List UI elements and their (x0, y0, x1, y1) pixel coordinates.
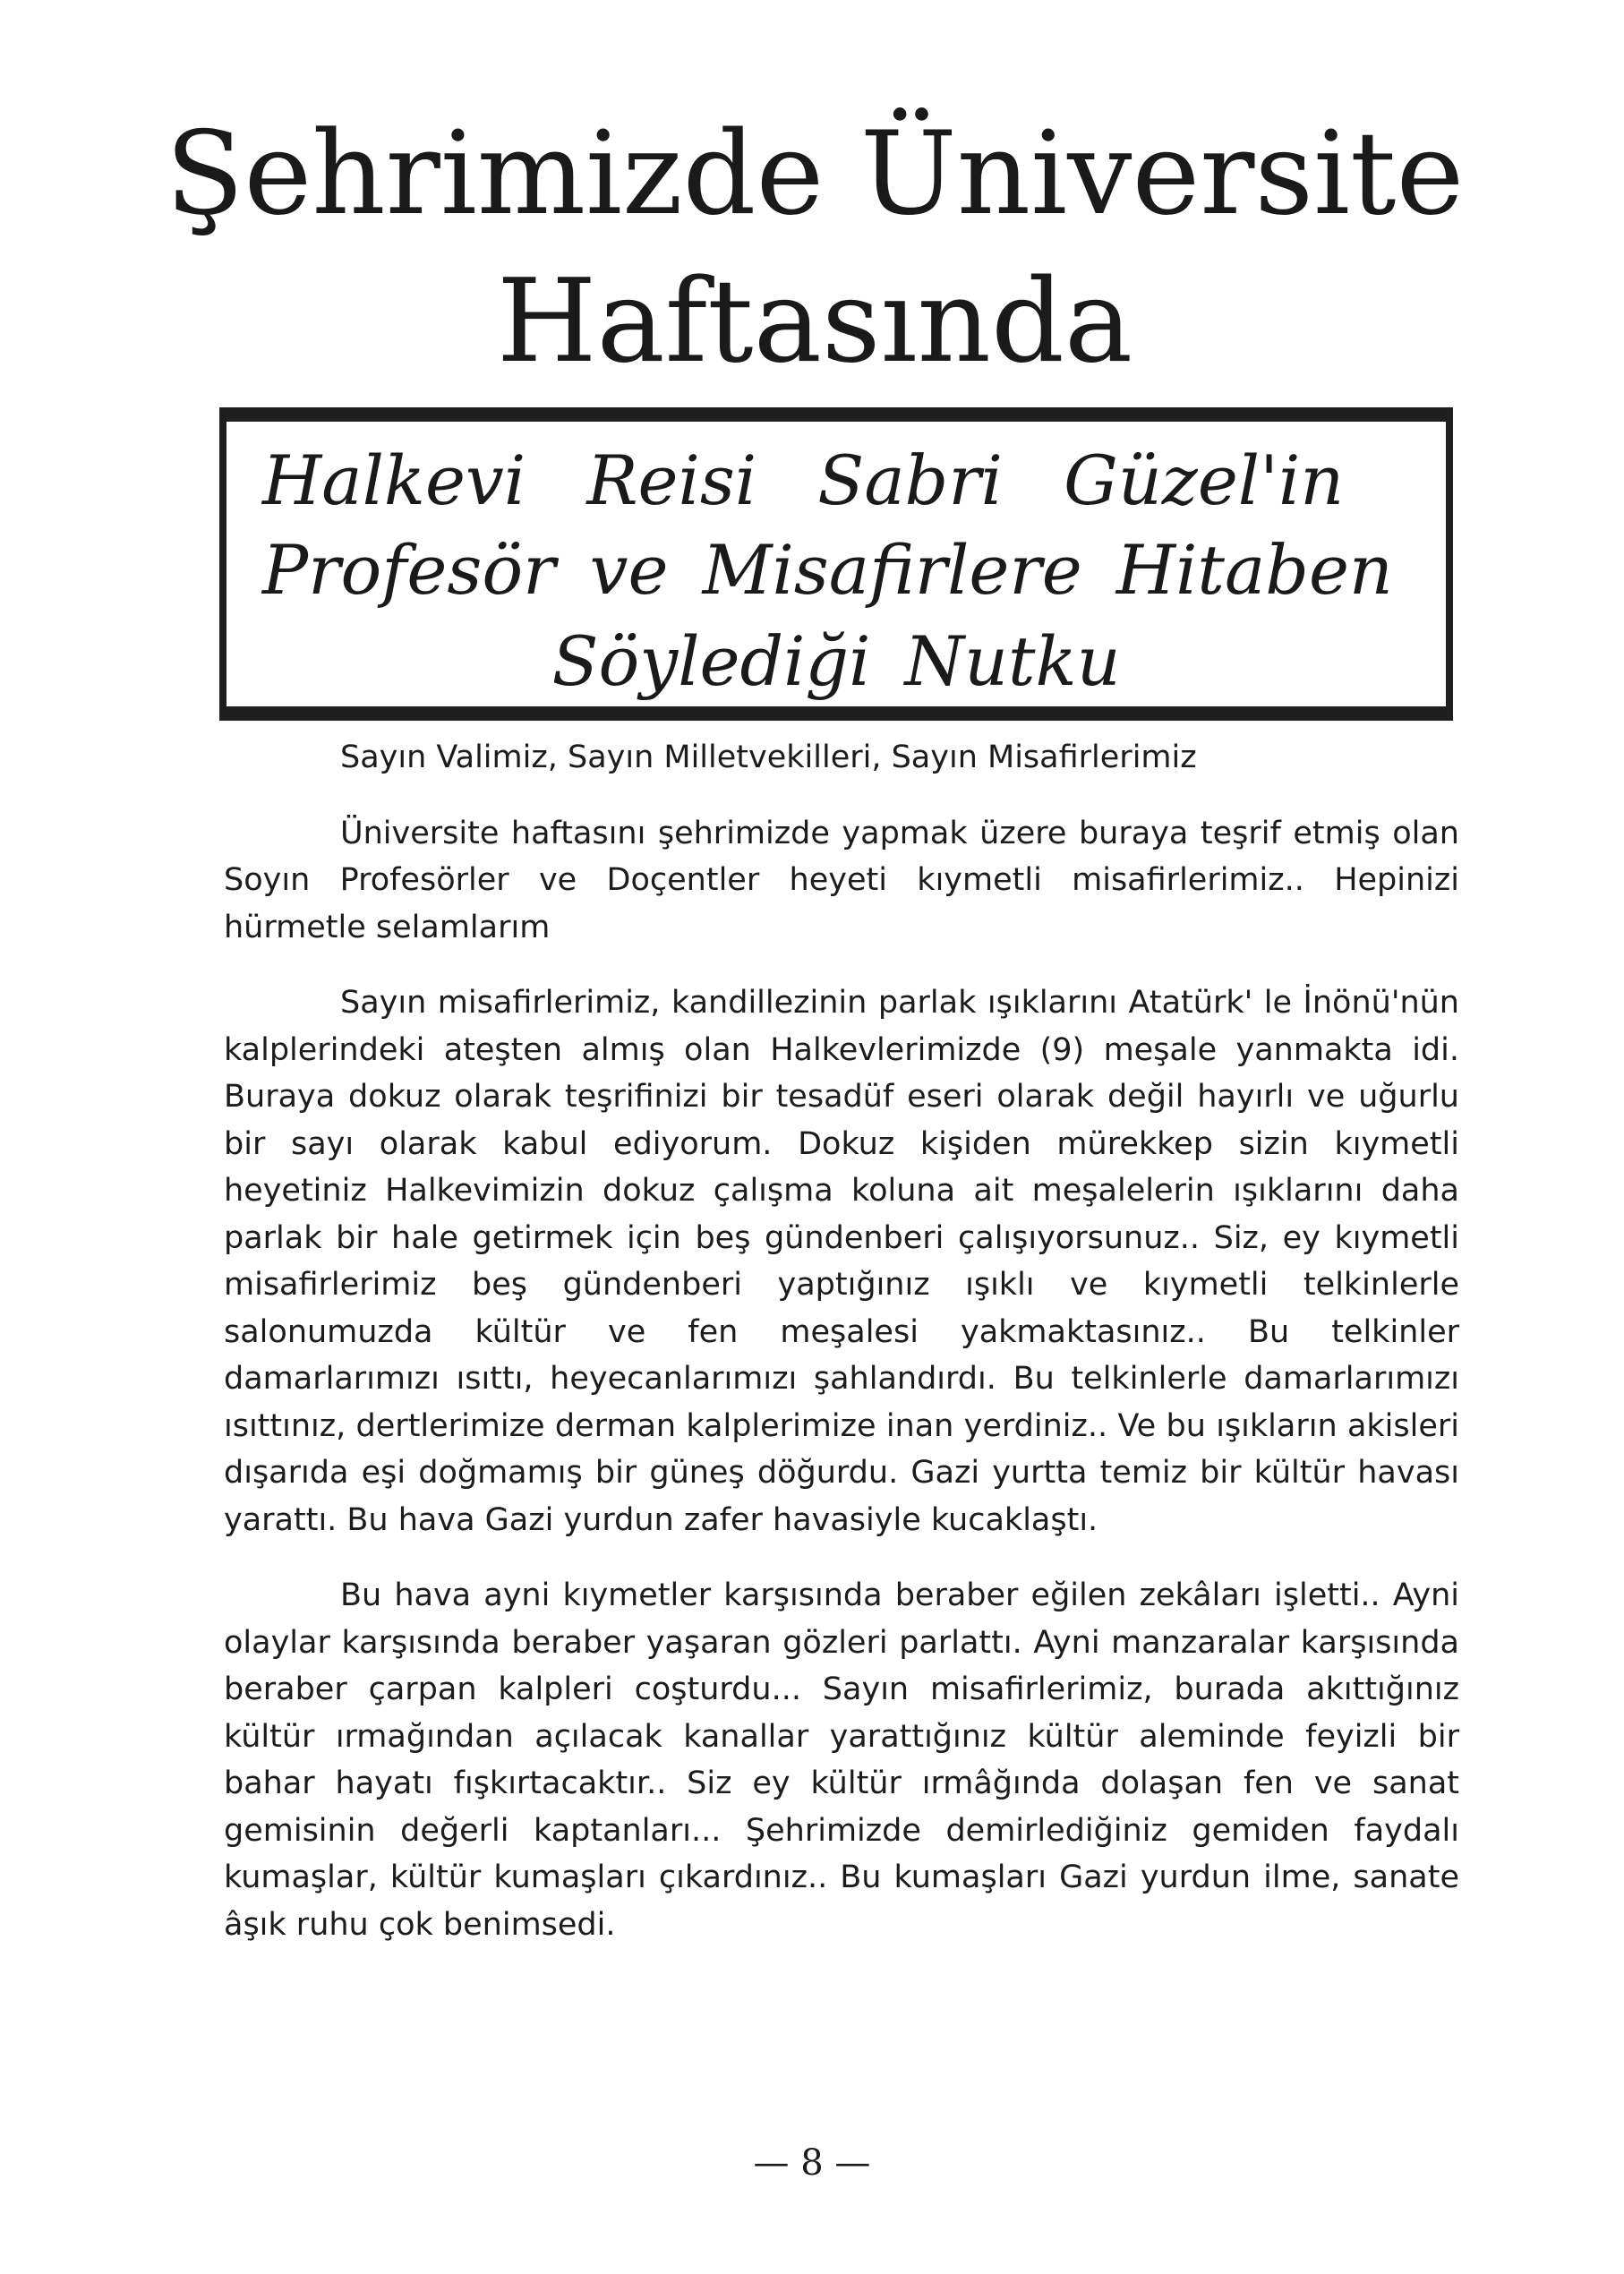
body-paragraph-1: Üniversite haftasını şehrimizde yapmak üzere buraya teşrif etmiş olan Soyın Profesörler ve Doçentler heyeti kıymetli misafirlerimiz.. Hepinizi hürmetle selamlarım (224, 815, 1459, 945)
subtitle-line-1: Halkevi Reisi Sabri Güzel'in (262, 440, 1345, 520)
subtitle-frame (219, 407, 1453, 721)
body-paragraph-2: Sayın misafirlerimiz, kandillezinin parlak ışıklarını Atatürk' le İnönü'nün kalplerindeki ateşten almış olan Halkevlerimizde (9) meşale yanmakta idi. Buraya dokuz olarak teşrifinizi bir tesadüf eseri olarak değil hayırlı ve uğurlu bir sayı olarak kabul ediyorum. Dokuz kişiden mürekkep sizin kıymetli heyetiniz Halkevimizin dokuz çalışma koluna ait meşalelerin ışıklarını daha parlak bir hale getirmek için beş gündenberi çalışıyorsunuz.. Siz, ey kıymetli misafirlerimiz beş gündenberi yaptığınız ışıklı ve kıymetli telkinlerle salonumuzda kültür ve fen meşalesi yakmaktasınız.. Bu telkinler damarlarımızı ısıttı, heyecanlarımızı şahlandırdı. Bu telkinlerle damarlarımızı ısıttınız, dertlerimize derman kalplerimize inan yerdiniz.. Ve bu ışıkların akisleri dışarıda eşi doğmamış bir güneş döğurdu. Gazi yurtta temiz bir kültür havası yarattı. Bu hava Gazi yurdun zafer havasiyle kucaklaştı. (224, 985, 1459, 1538)
greeting-line: Sayın Valimiz, Sayın Milletvekilleri, Sayın Misafirlerimiz (340, 739, 1197, 775)
subtitle-line-2: Profesör ve Misafirlere Hitaben (262, 530, 1393, 610)
subtitle-line-3: Söylediği Nutku (551, 621, 1121, 701)
page-title-line-1: Şehrimizde Üniversite (165, 107, 1465, 241)
speech-body (224, 734, 1459, 1948)
page-title-line-2: Haftasında (496, 255, 1133, 389)
body-paragraph-3: Bu hava ayni kıymetler karşısında beraber eğilen zekâları işletti.. Ayni olaylar karşısında beraber yaşaran gözleri parlattı. Ayni manzaralar karşısında beraber çarpan kalpleri coşturdu... Sayın misafirlerimiz, burada akıttığınız kültür ırmağından açılacak kanallar yarattığınız kültür aleminde feyizli bir bahar hayatı fışkırtacaktır.. Siz ey kültür ırmâğında dolaşan fen ve sanat gemisinin değerli kaptanları... Şehrimizde demirlediğiniz gemiden faydalı kumaşlar, kültür kumaşları çıkardınız.. Bu kumaşları Gazi yurdun ilme, sanate âşık ruhu çok benimsedi. (224, 1577, 1459, 1943)
page-number: — 8 — (753, 2142, 871, 2184)
